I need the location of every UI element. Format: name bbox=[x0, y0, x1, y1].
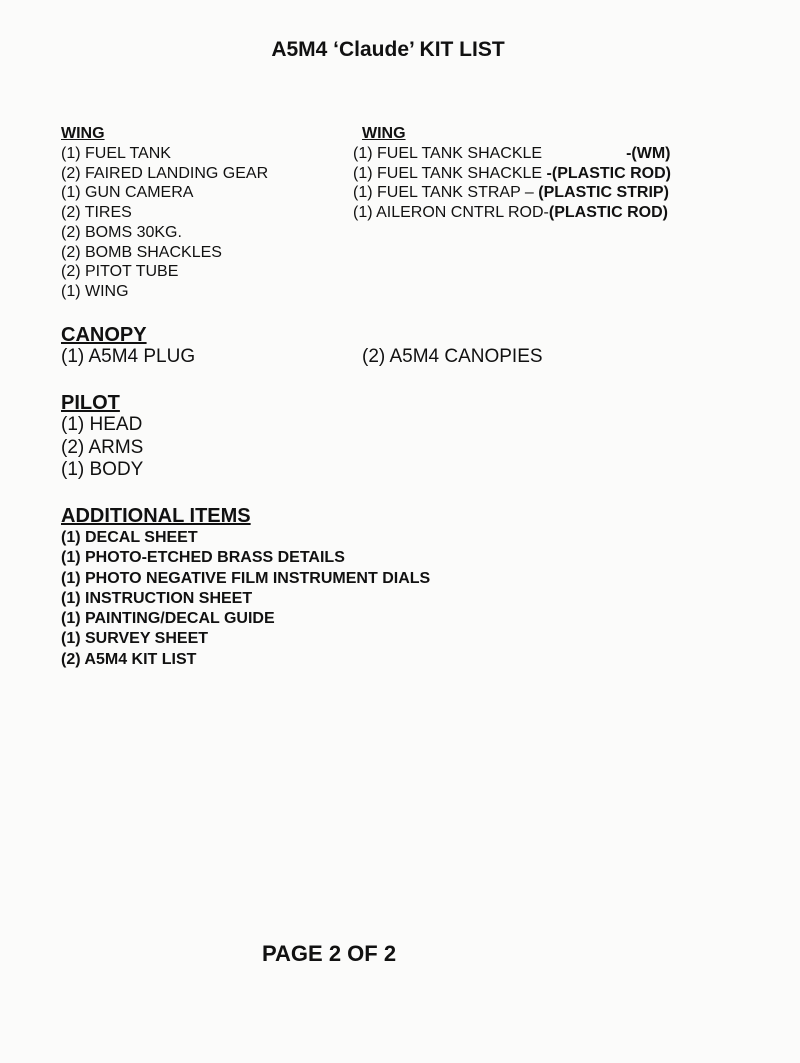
canopy-heading: CANOPY bbox=[61, 324, 147, 346]
pilot-list bbox=[61, 414, 143, 482]
list-item bbox=[353, 164, 671, 184]
pilot-heading: PILOT bbox=[61, 392, 120, 414]
item-material: -(PLASTIC ROD) bbox=[546, 164, 671, 182]
list-item: (1) FUEL TANK bbox=[61, 145, 171, 162]
item-material: (PLASTIC STRIP) bbox=[538, 184, 669, 202]
list-item: (1) PHOTO NEGATIVE FILM INSTRUMENT DIALS bbox=[61, 569, 431, 587]
document-title: A5M4 ‘Claude’ KIT LIST bbox=[271, 38, 505, 61]
list-item: (2) ARMS bbox=[61, 436, 144, 458]
list-item: (1) HEAD bbox=[61, 414, 143, 435]
item-text: (1) AILERON CNTRL ROD- bbox=[353, 204, 549, 222]
wing-right-list bbox=[353, 144, 671, 223]
wing-left-heading: WING bbox=[61, 125, 105, 142]
item-text: (1) FUEL TANK STRAP – bbox=[353, 184, 539, 202]
list-item: (1) BODY bbox=[61, 459, 144, 480]
list-item: (2) BOMS 30KG. bbox=[61, 223, 182, 241]
canopy-canopies: (2) A5M4 CANOPIES bbox=[362, 346, 543, 367]
additional-items-list bbox=[61, 528, 430, 670]
item-text: (1) FUEL TANK SHACKLE bbox=[353, 145, 543, 162]
list-item: (2) PITOT TUBE bbox=[61, 263, 179, 281]
list-item: (1) SURVEY SHEET bbox=[61, 630, 209, 648]
list-item: (2) FAIRED LANDING GEAR bbox=[61, 164, 269, 182]
wing-left-list bbox=[61, 144, 268, 302]
additional-items-heading: ADDITIONAL ITEMS bbox=[61, 505, 251, 527]
list-item: (1) DECAL SHEET bbox=[61, 529, 198, 546]
list-item: (2) TIRES bbox=[61, 204, 132, 222]
list-item bbox=[353, 183, 671, 203]
page-number: PAGE 2 OF 2 bbox=[262, 941, 397, 966]
list-item: (1) GUN CAMERA bbox=[61, 184, 194, 202]
item-material: -(WM) bbox=[626, 145, 671, 162]
item-text: (1) FUEL TANK SHACKLE bbox=[353, 164, 547, 182]
list-item: (1) INSTRUCTION SHEET bbox=[61, 589, 253, 607]
item-material: (PLASTIC ROD) bbox=[548, 204, 668, 222]
list-item: (2) A5M4 KIT LIST bbox=[61, 650, 197, 668]
list-item bbox=[353, 144, 671, 164]
list-item bbox=[353, 203, 671, 223]
wing-right-heading: WING bbox=[362, 125, 406, 142]
list-item: (2) BOMB SHACKLES bbox=[61, 243, 222, 261]
list-item: (1) WING bbox=[61, 282, 129, 300]
list-item: (1) PAINTING/DECAL GUIDE bbox=[61, 610, 275, 628]
canopy-plug: (1) A5M4 PLUG bbox=[61, 346, 196, 367]
list-item: (1) PHOTO-ETCHED BRASS DETAILS bbox=[61, 549, 345, 567]
